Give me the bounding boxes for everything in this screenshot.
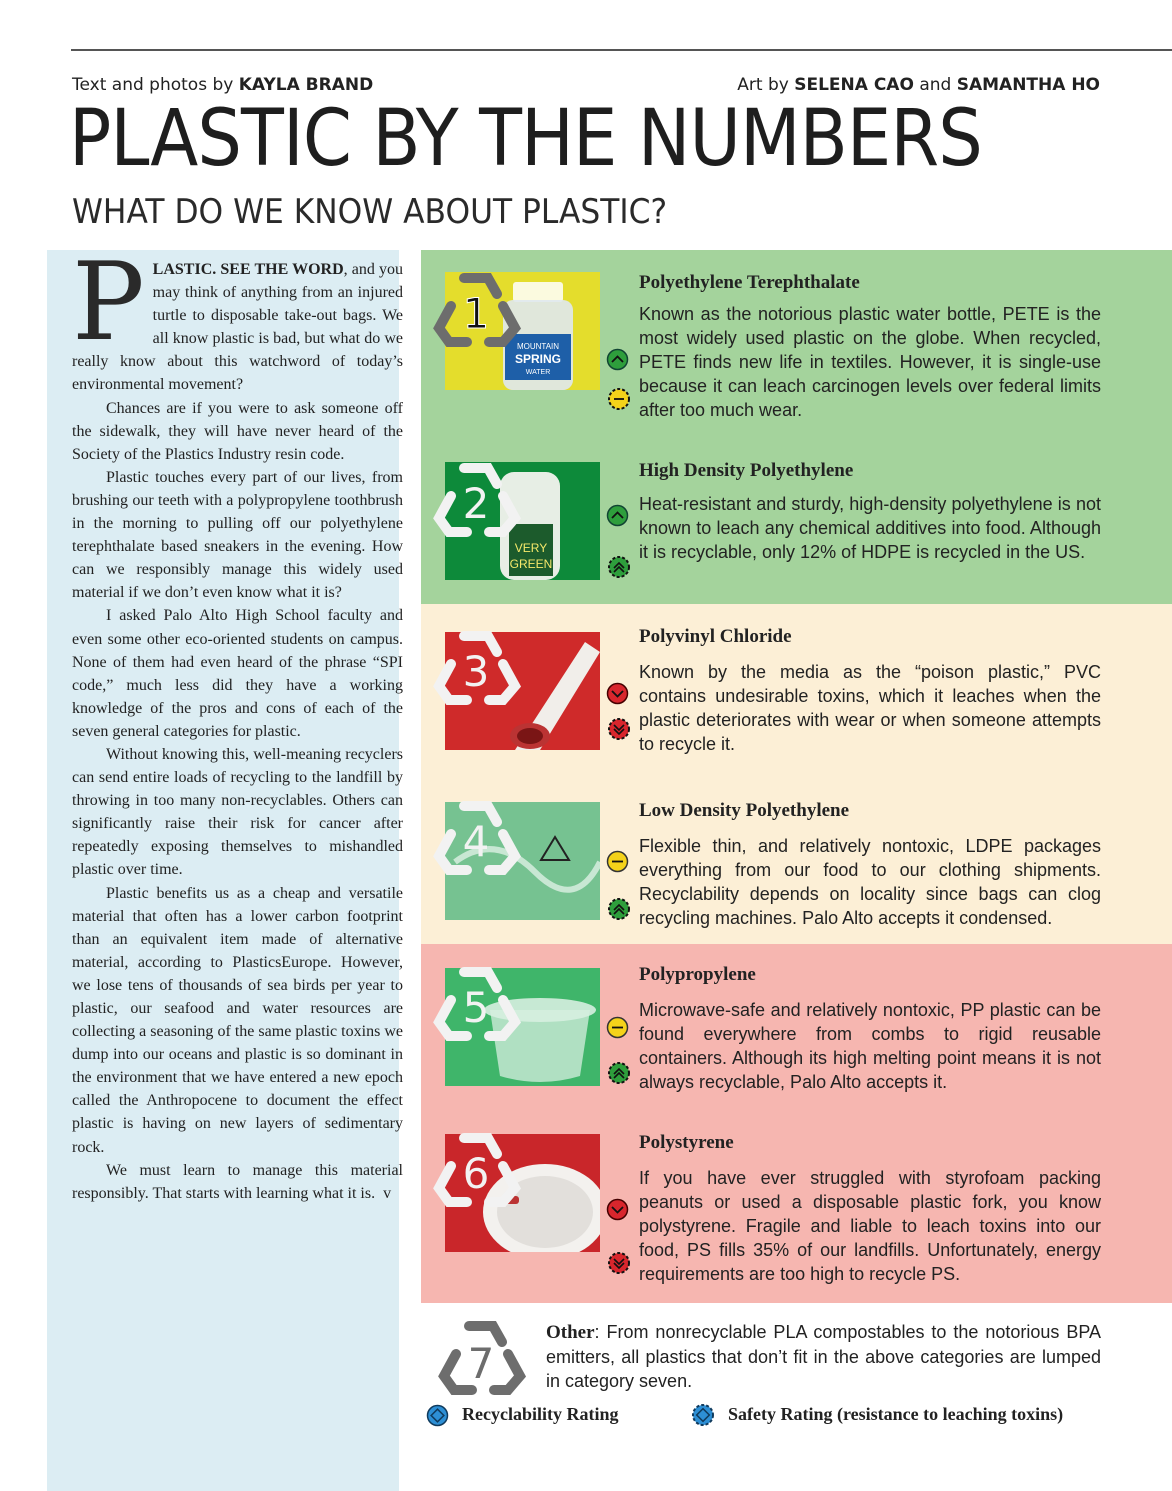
article-text-7: We must learn to manage this material responsibly. That starts with learning what it is. [72, 1161, 403, 1202]
svg-text:VERY: VERY [514, 541, 548, 555]
plastic-entry-1 [421, 262, 1172, 420]
plastic-entry-6 [421, 1128, 1172, 1284]
resin-code-4-icon [431, 796, 521, 878]
legend-recyclability: Recyclability Rating [462, 1404, 619, 1424]
entry-title-5: Polypropylene [639, 964, 756, 985]
credit-author: KAYLA BRAND [238, 75, 374, 95]
svg-text:1: 1 [462, 289, 490, 338]
plastic-entry-2 [421, 458, 1172, 608]
recyclability-bad-icon [606, 1198, 629, 1221]
entry-text-4: Flexible thin, and relatively nontoxic, LDPE packages everything from our food to our clothing shipments. Recyclability depends on locality since bags can clog recycling machines. Palo Alto accepts it condensed. [639, 836, 1101, 928]
resin-code-1-icon [431, 268, 521, 350]
safety-good-icon [606, 554, 632, 580]
svg-text:2: 2 [462, 479, 490, 528]
svg-text:GREEN: GREEN [509, 557, 553, 571]
entry-title-4: Low Density Polyethylene [639, 800, 850, 821]
svg-text:7: 7 [467, 1339, 495, 1388]
resin-code-6-icon [431, 1128, 521, 1210]
credit-text-photos [72, 75, 373, 95]
article-paragraph-2: Chances are if you were to ask someone off the sidewalk, they will have never heard of the Society of the Plastics Industry resin code. [72, 399, 403, 463]
recyclability-medium-icon [606, 850, 629, 873]
credit-artist-1: SELENA CAO [794, 75, 914, 95]
credit-prefix: Text and photos by [72, 75, 239, 95]
recyclability-bad-icon [606, 682, 629, 705]
article-paragraph-5: Without knowing this, well-meaning recyclers can send entire loads of recycling to the landfill by throwing in too many non-recyclables. Others can significantly raise their risk for cancer after repeatedly exposing themselves to mishandled plastic over time. [72, 745, 403, 879]
safety-legend-icon [690, 1402, 716, 1428]
svg-text:MOUNTAIN: MOUNTAIN [516, 342, 560, 351]
other-category [546, 1320, 1101, 1393]
safety-bad-icon [606, 716, 632, 742]
entry-text-1: Known as the notorious plastic water bottle, PETE is the most widely used plastic on the globe. When recycled, PETE finds new life in textiles. However, it is single-use because it can leach carcinogen levels over federal limits after too much wear. [639, 304, 1101, 420]
recyclability-medium-icon [606, 1016, 629, 1039]
entry-text-5: Microwave-safe and relatively nontoxic, PP plastic can be found everywhere from combs to rigid reusable containers. Although its high melting point means it is not always recyclable, Palo Alto accepts it. [639, 1000, 1101, 1092]
article-lead: LASTIC. SEE THE WORD [152, 261, 344, 278]
svg-text:WATER: WATER [525, 369, 551, 376]
entry-text-3: Known by the media as the “poison plastic,” PVC contains undesirable toxins, which it leaches when the plastic deteriorates with wear or when someone attempts to recycle it. [639, 662, 1101, 754]
credit-artist-2: SAMANTHA HO [956, 75, 1100, 95]
page-title: PLASTIC BY THE NUMBERS [69, 94, 982, 184]
credit-and: and [913, 75, 957, 95]
plastic-entry-5 [421, 962, 1172, 1112]
drop-cap: P [72, 240, 145, 365]
article-paragraph-1 [72, 240, 403, 397]
credit-art [737, 75, 1100, 95]
entry-title-6: Polystyrene [639, 1132, 734, 1153]
svg-text:SPRING: SPRING [514, 352, 562, 366]
resin-code-5-icon [431, 962, 521, 1044]
svg-text:5: 5 [462, 983, 490, 1032]
safety-good-icon [606, 1060, 632, 1086]
entry-text-2: Heat-resistant and sturdy, high-density polyethylene is not known to leach any chemical additives into food. Although it is recyclable, only 12% of HDPE is recycled in the US. [639, 494, 1101, 562]
other-text: : From nonrecyclable PLA compostables to the notorious BPA emitters, all plastics that don’t fit in the above categories are lumped in category seven. [546, 1322, 1101, 1391]
legend-safety: Safety Rating (resistance to leaching toxins) [728, 1404, 1064, 1424]
resin-code-2-icon [431, 458, 521, 540]
top-rule [71, 49, 1172, 51]
entry-text-6: If you have ever struggled with styrofoam packing peanuts or used a disposable plastic fork, you know polystyrene. Fragile and liable to leach toxins into our food, PS fills 35% of our landfills. Unfortunately, energy requirements are too high to recycle PS. [639, 1168, 1101, 1284]
entry-title-2: High Density Polyethylene [639, 460, 854, 481]
plastic-entry-4 [421, 796, 1172, 946]
svg-text:3: 3 [462, 647, 490, 696]
plastic-entry-3 [421, 622, 1172, 772]
svg-text:6: 6 [462, 1149, 490, 1198]
credit-art-prefix: Art by [737, 75, 795, 95]
safety-good-icon [606, 896, 632, 922]
article-paragraph-7 [72, 1159, 403, 1205]
resin-code-7-icon [436, 1316, 526, 1398]
safety-medium-icon [606, 386, 632, 412]
recyclability-good-icon [606, 348, 629, 371]
article-paragraph-6: Plastic benefits us as a cheap and versatile material that often has a lower carbon footprint than an equivalent item made of alternative material, according to PlasticsEurope. However, we lose tens of thousands of sea birds per year to plastic, our seafood and water resources are collecting a seasoning of the same plastic toxins we dump into our oceans and plastic is so dominant in the environment that we have entered a new epoch called the Anthropocene to document the effect plastic is having on new layers of sedimentary rock. [72, 884, 403, 1156]
article-paragraph-3: Plastic touches every part of our lives, from brushing our teeth with a polypropylene toothbrush in the morning to pulling off our polyethylene terephthalate based sneakers in the evening. How can we responsibly manage this widely used material if we don’t even know what it is? [72, 468, 403, 602]
recyclability-good-icon [606, 504, 629, 527]
svg-text:4: 4 [462, 817, 490, 866]
page-subtitle: WHAT DO WE KNOW ABOUT PLASTIC? [72, 192, 668, 232]
resin-code-3-icon [431, 626, 521, 708]
end-mark: v [383, 1184, 392, 1202]
other-title: Other [546, 1322, 595, 1343]
article-text-1: , and you may think of anything from an injured turtle to disposable take-out bags. We all know plastic is bad, but what do we really know about this watchword of today’s environmental movement? [72, 261, 403, 394]
entry-title-3: Polyvinyl Chloride [639, 626, 792, 647]
safety-bad-icon [606, 1250, 632, 1276]
article-paragraph-4: I asked Palo Alto High School faculty and even some other eco-oriented students on campus. None of them had even heard of the phrase “SPI code,” much less did they have a working knowledge of the pros and cons of each of the seven general categories for plastic. [72, 607, 403, 740]
recyclability-legend-icon [426, 1404, 449, 1427]
entry-title-1: Polyethylene Terephthalate [639, 272, 860, 293]
article-body [72, 240, 403, 1205]
